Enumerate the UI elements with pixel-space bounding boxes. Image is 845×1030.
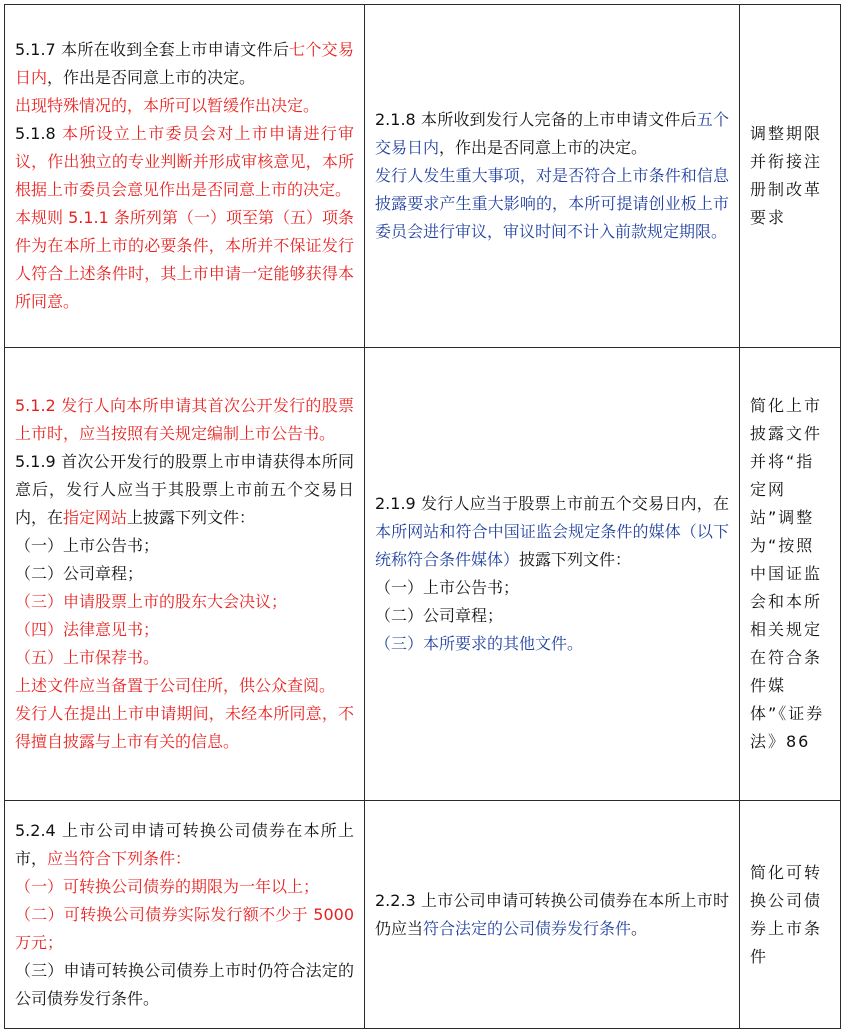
clause-text-segment: 上述文件应当备置于公司住所，供公众查阅。 [15, 676, 336, 695]
clause-paragraph [15, 817, 354, 873]
clause-text-segment: （四）法律意见书； [15, 620, 160, 639]
clause-text-segment: （五）上市保荐书。 [15, 648, 160, 667]
clause-paragraph [15, 700, 354, 756]
rule-comparison-table [4, 4, 841, 1029]
clause-paragraph [375, 162, 729, 246]
clause-text-segment: （三）申请可转换公司债券上市时仍符合法定的公司债券发行条件。 [15, 960, 354, 1008]
clause-text-segment: ，作出是否同意上市的决定。 [47, 68, 256, 87]
clause-paragraph [15, 392, 354, 448]
clause-text-segment: 发行人发生重大事项，对是否符合上市条件和信息披露要求产生重大影响的，本所可提请创业板上市委员会进行审议，审议时间不计入前款规定期限。 [375, 166, 729, 241]
clause-text-segment: 发行人在提出上市申请期间，未经本所同意，不得擅自披露与上市有关的信息。 [15, 704, 354, 751]
change-note-text: 调整期限并衔接注册制改革要求 [750, 124, 823, 227]
new-rule-cell [365, 348, 740, 801]
clause-text-segment: 上披露下列文件： [127, 508, 256, 527]
clause-text-segment: 应当符合下列条件： [47, 848, 192, 868]
clause-paragraph [15, 957, 354, 1013]
old-rule-cell [5, 348, 365, 801]
clause-text-segment: 5.1.9 首次公开发行的股票上市申请获得本所同意后，发行人应当于其股票上市前五个交易日内，在 [15, 452, 354, 527]
clause-text-segment: 本规则 5.1.1 条所列第（一）项至第（五）项条件为在本所上市的必要条件，本所并不保证发行人符合上述条件时，其上市申请一定能够获得本所同意。 [15, 208, 354, 311]
clause-text-segment: 七个交易日内 [15, 40, 354, 87]
clause-text-segment: 2.1.9 发行人应当于股票上市前五个交易日内，在 [375, 494, 729, 513]
clause-text-segment: 5.1.2 发行人向本所申请其首次公开发行的股票上市时，应当按照有关规定编制上市公告书。 [15, 396, 354, 443]
clause-text-segment: 本所网站和符合中国证监会规定条件的媒体（以下统称符合条件媒体） [375, 522, 729, 569]
change-note-text: 简化可转换公司债券上市条件 [750, 862, 823, 966]
change-note-cell [740, 5, 841, 348]
clause-paragraph [375, 630, 729, 658]
clause-paragraph [15, 616, 354, 644]
clause-paragraph [15, 120, 354, 204]
clause-paragraph [375, 106, 729, 162]
clause-paragraph [15, 36, 354, 92]
old-rule-cell [5, 801, 365, 1029]
clause-text-segment: （二）公司章程； [375, 606, 504, 625]
clause-text-segment: （一）可转换公司债券的期限为一年以上； [15, 876, 320, 896]
clause-text-segment: 2.2.3 上市公司申请可转换公司债券在本所上市时仍应当 [375, 890, 729, 938]
clause-paragraph [15, 92, 354, 120]
clause-text-segment: 披露下列文件： [519, 550, 632, 569]
clause-text-segment: （二）可转换公司债券实际发行额不少于 5000 万元； [15, 904, 354, 952]
table-row [5, 5, 841, 348]
clause-text-segment: （三）申请股票上市的股东大会决议； [15, 592, 288, 611]
clause-paragraph [15, 204, 354, 316]
table-row [5, 348, 841, 801]
clause-text-segment: 五个交易日内 [375, 110, 729, 157]
clause-text-segment: （二）公司章程； [15, 564, 144, 583]
clause-paragraph [15, 532, 354, 560]
clause-paragraph [375, 602, 729, 630]
clause-text-segment: （三）本所要求的其他文件。 [375, 634, 584, 653]
old-rule-cell [5, 5, 365, 348]
clause-text-segment: 符合法定的公司债券发行条件 [423, 918, 632, 938]
table-row [5, 801, 841, 1029]
clause-text-segment: ，作出是否同意上市的决定。 [439, 138, 648, 157]
clause-text-segment: （一）上市公告书； [375, 578, 520, 597]
change-note-cell [740, 348, 841, 801]
clause-paragraph [375, 887, 729, 943]
clause-paragraph [15, 560, 354, 588]
clause-paragraph [375, 574, 729, 602]
clause-text-segment: 5.1.8 [15, 124, 63, 143]
clause-paragraph [15, 672, 354, 700]
clause-text-segment: 2.1.8 本所收到发行人完备的上市申请文件后 [375, 110, 697, 129]
clause-text-segment: 。 [631, 918, 648, 938]
clause-paragraph [15, 448, 354, 532]
change-note-text: 简化上市披露文件并将“指定网站”调整为“按照中国证监会和本所相关规定在符合条件媒体”《证券法》86 [750, 396, 825, 751]
clause-paragraph [15, 588, 354, 616]
clause-paragraph [15, 901, 354, 957]
clause-paragraph [15, 873, 354, 901]
clause-paragraph [375, 490, 729, 574]
clause-text-segment: （一）上市公告书； [15, 536, 160, 555]
clause-text-segment: 本所设立上市委员会对上市申请进行审议，作出独立的专业判断并形成审核意见，本所根据上市委员会意见作出是否同意上市的决定。 [15, 124, 354, 199]
new-rule-cell [365, 5, 740, 348]
clause-text-segment: 出现特殊情况的，本所可以暂缓作出决定。 [15, 96, 320, 115]
clause-paragraph [15, 644, 354, 672]
new-rule-cell [365, 801, 740, 1029]
clause-text-segment: 指定网站 [63, 508, 128, 527]
clause-text-segment: 5.2.4 上市公司申请可转换公司债券在本所上市， [15, 820, 354, 868]
clause-text-segment: 5.1.7 本所在收到全套上市申请文件后 [15, 40, 290, 59]
change-note-cell [740, 801, 841, 1029]
